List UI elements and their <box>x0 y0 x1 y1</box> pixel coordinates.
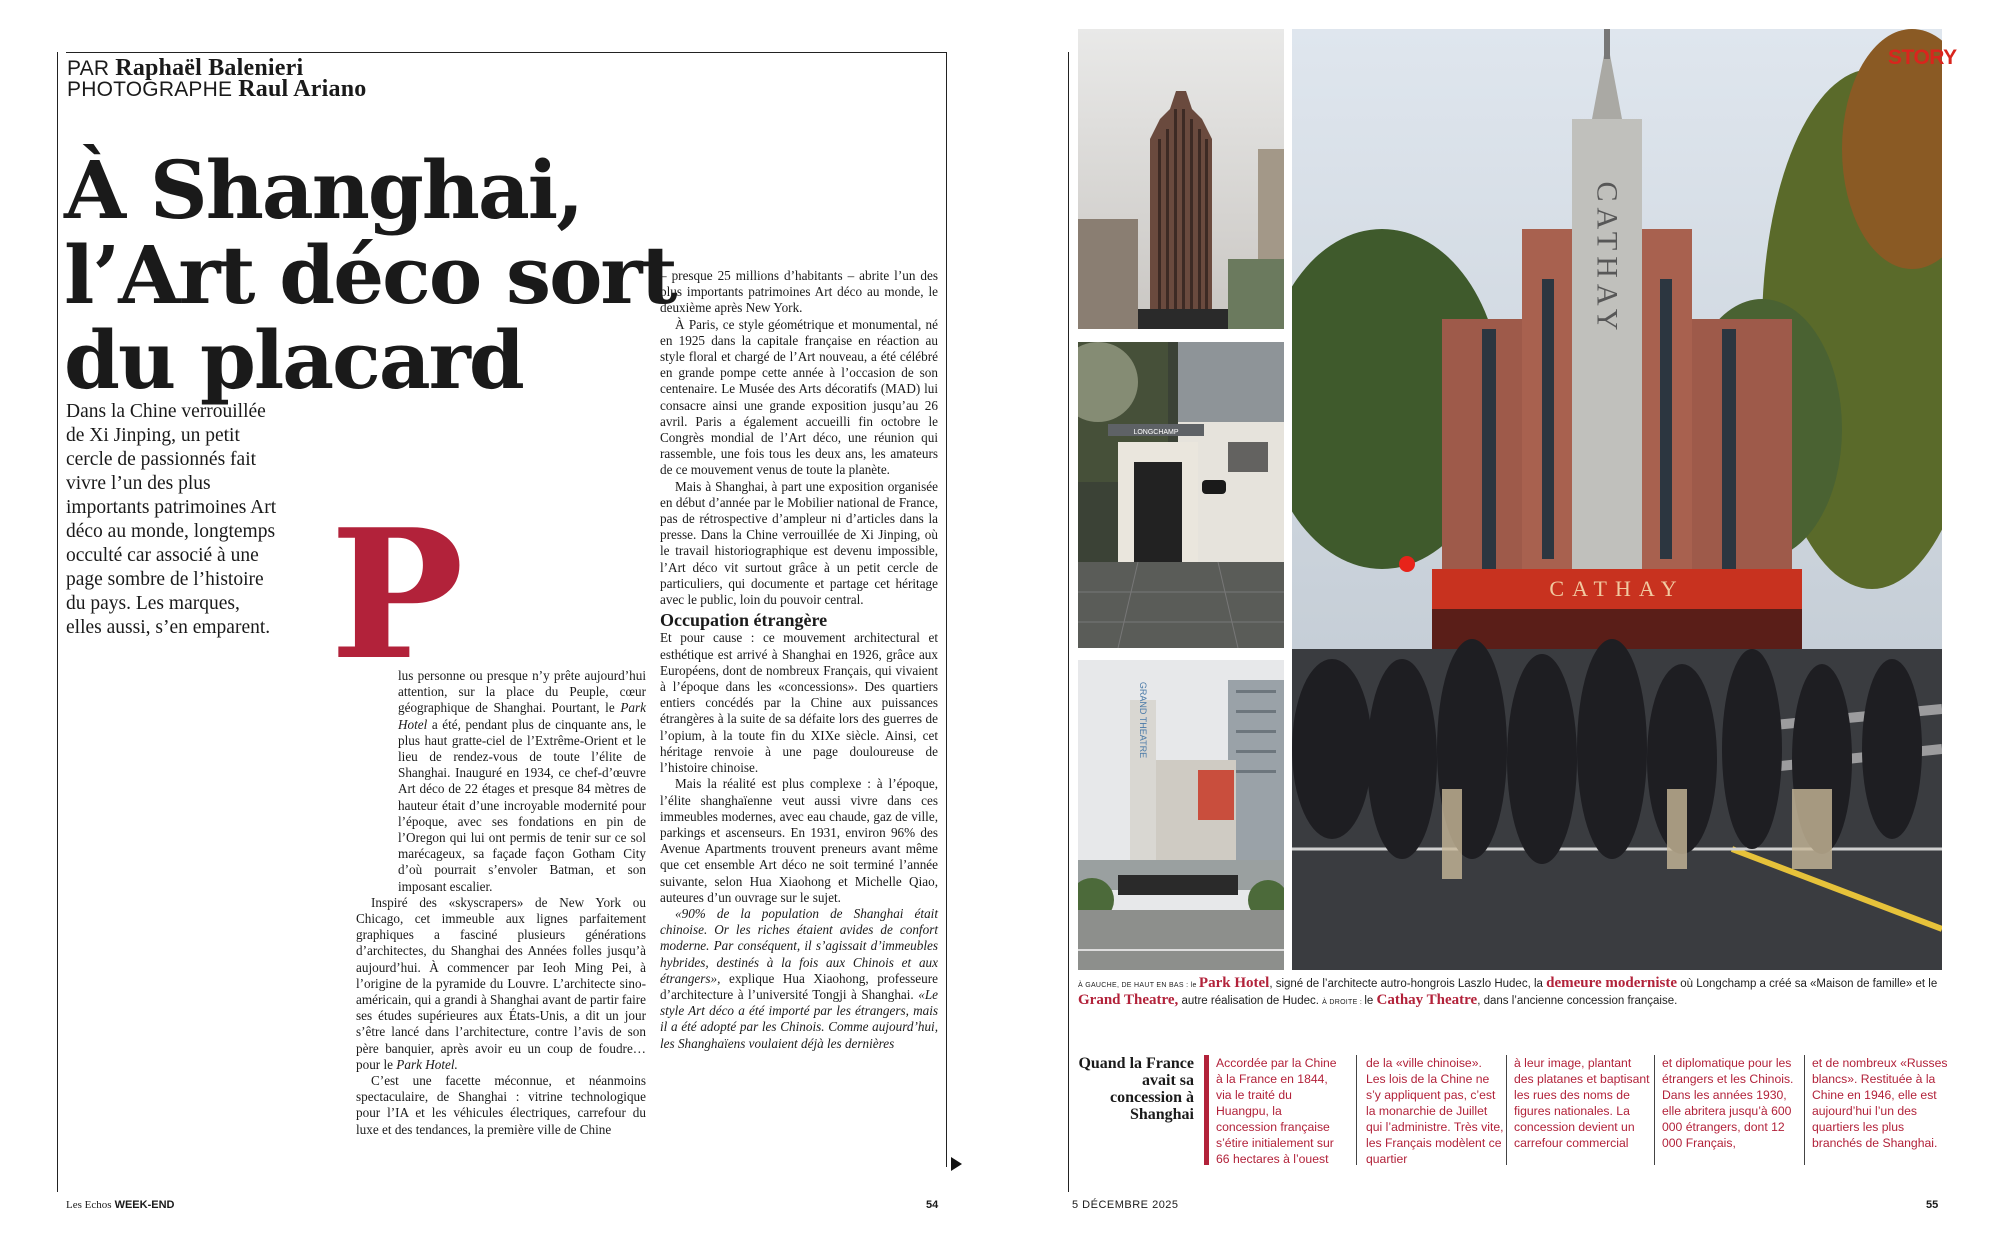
box-col-4: et diplomatique pour les étrangers et les Chinois. Dans les années 1930, elle abritera jusqu’à 600 000 étrangers, dont 12 000 Français, <box>1662 1056 1794 1150</box>
box-divider-1 <box>1356 1055 1357 1165</box>
subheading: Occupation étrangère <box>660 610 828 631</box>
logo-weekend: WEEK-END <box>114 1199 175 1211</box>
article-title <box>64 143 676 407</box>
photo-grand-theatre <box>1078 660 1284 970</box>
box-col-2: de la «ville chinoise». Les lois de la Chine ne s’y appliquent pas, c’est la monarchie de Juillet qui l’administre. Très vite, les Français modèlent ce quartier <box>1366 1056 1504 1166</box>
col2-paragraph-0: – presque 25 millions d’habitants – abrite l’un des plus importants patrimoines Art déco au monde, le deuxième après New York. <box>660 268 938 316</box>
caption-demeure: demeure moderniste <box>1546 975 1678 991</box>
photo-park-hotel <box>1078 29 1284 329</box>
box-divider-4 <box>1804 1055 1805 1165</box>
para-1-text-a: lus personne ou presque n’y prête aujourd’hui attention, sur la place du Peuple, cœur géographique de Shanghai. Pourtant, le <box>398 668 646 716</box>
top-rule <box>66 52 946 53</box>
article-lead: Dans la Chine verrouillée de Xi Jinping, un petit cercle de passionnés fait vivre l’un des plus importants patrimoines Art déco au monde, longtemps occulté car associé à une page sombre de l’histoire du pays. Les marques, elles aussi, s’en emparent. <box>66 401 277 638</box>
grand-theatre-sign: GRAND THEATRE <box>1138 681 1148 759</box>
byline <box>67 55 367 102</box>
byline-photo-label: PHOTOGRAPHE <box>67 78 233 101</box>
box-col-5: et de nombreux «Russes blancs». Restituée à la Chine en 1946, elle est aujourd’hui l’un des quartiers les plus branchés de Shanghai. <box>1812 1056 1948 1150</box>
box-title: Quand la France avait sa concession à Shanghai <box>1078 1055 1194 1123</box>
author-name: Raphaël Balenieri <box>115 55 304 81</box>
para-1-text-b: a été, pendant plus de cinquante ans, le plus haut gratte-ciel de l’Extrême-Orient et le lieu de rendez-vous de toute l’élite de Shanghai. Inauguré en 1934, ce chef-d’œuvre Art déco de 22 étages et presque 84 mètres de hauteur était d’une incroyable modernité pour l’époque, avec ses fondations en pin de l’Oregon qui lui ont permis de tenir sur ce sol marécageux, sa façade façon Gotham City d’où pourrait s’envoler Batman, et son imposant escalier. <box>398 716 646 894</box>
cathay-vertical-sign: CATHAY <box>1590 181 1624 337</box>
caption-park-hotel: Park Hotel <box>1198 975 1270 991</box>
right-page-rule <box>1068 52 1069 1192</box>
para-2-italic: Park Hotel. <box>396 1056 458 1072</box>
caption-text-2: où Longchamp a créé sa «Maison de famille» et le <box>1677 978 1938 990</box>
caption-text-3: autre réalisation de Hudec. <box>1178 995 1323 1007</box>
title-line-1: À Shanghai, <box>64 143 583 237</box>
left-page-number: 54 <box>926 1199 939 1211</box>
paragraph-3: C’est une facette méconnue, et néanmoins spectaculaire, de Shanghai : vitrine technologique pour l’IA et les véhicules électriques, carrefour du luxe et des tendances, la première ville de Chine <box>356 1073 646 1137</box>
logo-les-echos: Les Echos <box>66 1199 112 1211</box>
quote-2: «Le style Art déco a été importé par les étrangers, mais il a été adopté par les Chinois. Comme aujourd’hui, les Shanghaïens voulaient déjà les dernières <box>660 986 938 1051</box>
caption-right-label: À DROITE : <box>1322 999 1365 1006</box>
cathay-marquee-sign: CATHAY <box>1549 576 1685 601</box>
left-footer-logo <box>66 1199 174 1211</box>
col2-paragraph-1: À Paris, ce style géométrique et monumental, né en 1925 dans la capitale française en réaction au style floral et chargé de l’Art nouveau, a été célébré en grande pompe cette année à l’occasion de son centenaire. Le Musée des Arts décoratifs (MAD) lui consacre ainsi une grande exposition jusqu’au 26 avril. Paris a également accueilli fin octobre le Congrès mondial de l’Art déco, une réunion qui rassemble, une fois tous les deux ans, les amateurs de ce mouvement venus de toute la planète. <box>660 316 938 478</box>
byline-par-label: PAR <box>67 57 110 80</box>
right-column-rule <box>946 52 947 1167</box>
photo-cathay-theatre <box>1292 29 1942 970</box>
photo-longchamp-house <box>1078 342 1284 648</box>
photographer-name: Raul Ariano <box>238 76 367 102</box>
col2-paragraph-5 <box>660 906 938 1052</box>
left-outer-rule <box>57 52 58 1192</box>
caption-grand-theatre: Grand Theatre, <box>1078 992 1179 1008</box>
right-page-number: 55 <box>1926 1199 1939 1211</box>
paragraph-2 <box>356 895 646 1073</box>
box-red-rule <box>1204 1055 1209 1165</box>
paragraph-1 <box>398 668 646 895</box>
col2-paragraph-2: Mais à Shanghai, à part une exposition organisée en début d’année par le Mobilier national de France, pas de rétrospective d’ampleur ni d’articles dans la presse. Dans la Chine verrouillée de Xi Jinping, où le travail historiographique est devenu impossible, l’Art déco vit surtout grâce à un petit cercle de particuliers, qui documente et partage cet héritage avec le public, loin du pouvoir central. <box>660 478 938 608</box>
longchamp-sign: LONGCHAMP <box>1133 429 1179 436</box>
para-2-text: Inspiré des «skyscrapers» de New York ou Chicago, cet immeuble aux lignes parfaitement graphiques a fasciné plusieurs générations d’architectes, du Shanghai des Années folles jusqu’à aujourd’hui. À commencer par Ieoh Ming Pei, à l’origine de la pyramide du Louvre. L’architecte sino-américain, qui a grandi à Shanghai avant de partir faire ses études supérieures aux États-Unis, a dit un jour s’être lancé dans l’architecture, contre l’avis de son père banquier, après avoir eu un coup de foudre… pour le <box>356 894 646 1072</box>
body-column-1 <box>356 668 646 1138</box>
caption-text-4: le <box>1364 995 1377 1007</box>
continue-arrow-icon <box>951 1157 962 1171</box>
caption-lead: À GAUCHE, DE HAUT EN BAS : le <box>1078 982 1199 989</box>
body-column-2 <box>660 268 938 1052</box>
caption-text-1: , signé de l’architecte autro-hongrois Laszlo Hudec, la <box>1269 978 1547 990</box>
caption-text-5: , dans l’ancienne concession française. <box>1477 995 1678 1007</box>
right-page <box>1000 0 2000 1243</box>
caption-cathay: Cathay Theatre <box>1376 992 1478 1008</box>
box-col-3: à leur image, plantant des platanes et baptisant les rues des noms de figures nationales. La concession devient un carrefour commercial <box>1514 1056 1650 1150</box>
para-1-italic: Park Hotel <box>398 700 646 732</box>
issue-date: 5 DÉCEMBRE 2025 <box>1072 1199 1179 1211</box>
quote-1: «90% de la population de Shanghai était chinoise. Or les riches étaient avides de confort moderne. Par conséquent, il s’agissait d’immeubles hybrides, destinés à la fois aux Chinois et aux étrangers» <box>660 905 938 986</box>
title-line-2: l’Art déco sort <box>64 228 676 322</box>
col2-paragraph-3: Et pour cause : ce mouvement architectural et esthétique est arrivé à Shanghai en 1926, grâce aux Européens, dont de nombreux Français, qui vivaient à l’époque dans les «concessions». Des quartiers entiers concédés par la Chine aux puissances étrangères à la suite de sa défaite lors des guerres de l’opium, à la toute fin du XIXe siècle. Ainsi, cet héritage renvoie à une page douloureuse de l’histoire chinoise. <box>660 630 938 776</box>
section-tag: STORY <box>1888 46 1957 69</box>
photo-caption <box>1078 976 1942 1010</box>
box-divider-2 <box>1506 1055 1507 1165</box>
box-col-1: Accordée par la Chine à la France en 1844, via le traité du Huangpu, la concession française s’étire initialement sur 66 hectares à l’ouest <box>1216 1056 1337 1166</box>
drop-cap: P <box>330 490 464 699</box>
box-divider-3 <box>1654 1055 1655 1165</box>
col2-paragraph-4: Mais la réalité est plus complexe : à l’époque, l’élite shanghaïenne veut aussi vivre dans ces immeubles modernes, avec eau chaude, gaz de ville, parkings et ascenseurs. En 1931, environ 96% des Avenue Apartments trouvent preneurs avant même que cet ensemble Art déco ne soit terminé l’année suivante, selon Hua Xiaohong et Michelle Qiao, auteures d’un ouvrage sur le sujet. <box>660 776 938 905</box>
quote-attribution: , explique Hua Xiaohong, professeure d’architecture à l’université Tongji à Shanghai. <box>660 970 938 1002</box>
title-line-3: du placard <box>64 313 523 407</box>
